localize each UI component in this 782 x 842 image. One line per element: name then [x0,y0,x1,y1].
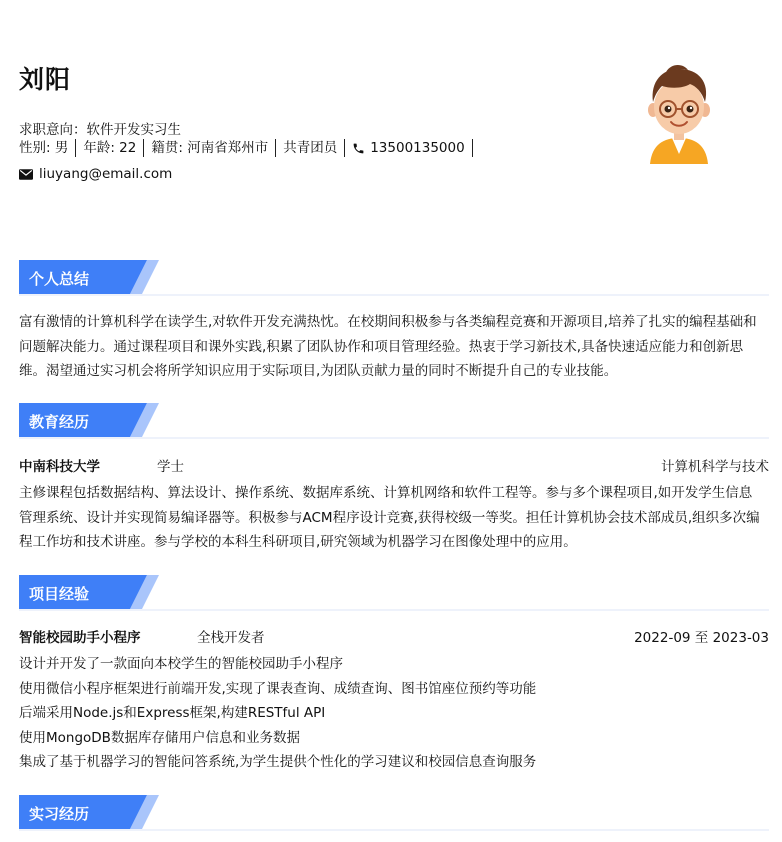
hometown-info: 籍贯: 河南省郑州市 [144,139,276,157]
phone-info [345,139,472,157]
basic-info-row [19,138,473,158]
job-intent-label: 求职意向： [19,122,87,138]
section-divider [19,294,769,296]
summary-section-title: 个人总结 [29,270,90,288]
list-item: 使用MongoDB数据库存储用户信息和业务数据 [19,729,300,746]
section-divider [19,437,769,439]
envelope-icon [19,169,33,180]
political-status-info: 共青团员 [276,139,345,157]
education-section-header [19,403,769,439]
project-period: 2022-09 至 2023-03 [634,630,769,646]
internship-section-title: 实习经历 [29,805,90,823]
education-line: 管理系统、设计并实现简易编译器等。积极参与ACM程序设计竞赛,获得校级一等奖。担任计算机协会技术部成员,组织多次编 [19,509,760,526]
section-divider [19,609,769,611]
degree: 学士 [157,459,184,475]
section-divider [19,829,769,831]
job-intent-value: 软件开发实习生 [86,122,181,138]
summary-text [19,310,769,384]
avatar [644,62,714,164]
job-intent [19,118,181,138]
project-role: 全栈开发者 [197,630,265,646]
education-section-title: 教育经历 [29,413,90,431]
projects-section-title: 项目经验 [29,585,90,603]
education-line: 程工作坊和技术讲座。参与学校的本科生科研项目,研究领域为机器学习在图像处理中的应用。 [19,534,577,550]
email-row [19,166,172,182]
email-address[interactable]: liuyang@email.com [39,166,173,182]
project-name: 智能校园助手小程序 [19,630,141,646]
education-entry-header [19,455,769,475]
list-item: 后端采用Node.js和Express框架,构建RESTful API [19,705,326,721]
phone-icon [352,142,365,155]
education-description [19,481,769,555]
project-entry-header [19,626,769,646]
project-details [19,652,769,775]
summary-section-header [19,260,769,296]
list-item: 使用微信小程序框架进行前端开发,实现了课表查询、成绩查询、图书馆座位预约等功能 [19,680,537,697]
projects-section-header [19,575,769,611]
summary-line: 维。渴望通过实习机会将所学知识应用于实际项目,为团队贡献力量的同时不断提升自己的专业技能。 [19,363,618,379]
summary-line: 问题解决能力。通过课程项目和课外实践,积累了团队协作和项目管理经验。热衷于学习新技术,具备快速适应能力和创新思 [19,338,744,355]
gender-info: 性别: 男 [19,139,76,157]
list-item: 设计并开发了一款面向本校学生的智能校园助手小程序 [19,656,343,672]
school-name: 中南科技大学 [19,459,100,475]
education-line: 主修课程包括数据结构、算法设计、操作系统、数据库系统、计算机网络和软件工程等。参与多个课程项目,如开发学生信息 [19,485,753,501]
summary-line: 富有激情的计算机科学在读学生,对软件开发充满热忱。在校期间积极参与各类编程竞赛和开源项目,培养了扎实的编程基础和 [19,314,757,330]
major: 计算机科学与技术 [661,459,769,475]
internship-section-header [19,795,769,831]
phone-number: 13500135000 [370,140,465,156]
list-item: 集成了基于机器学习的智能问答系统,为学生提供个性化的学习建议和校园信息查询服务 [19,754,537,770]
candidate-name: 刘阳 [19,65,72,94]
age-info: 年龄: 22 [76,139,144,157]
